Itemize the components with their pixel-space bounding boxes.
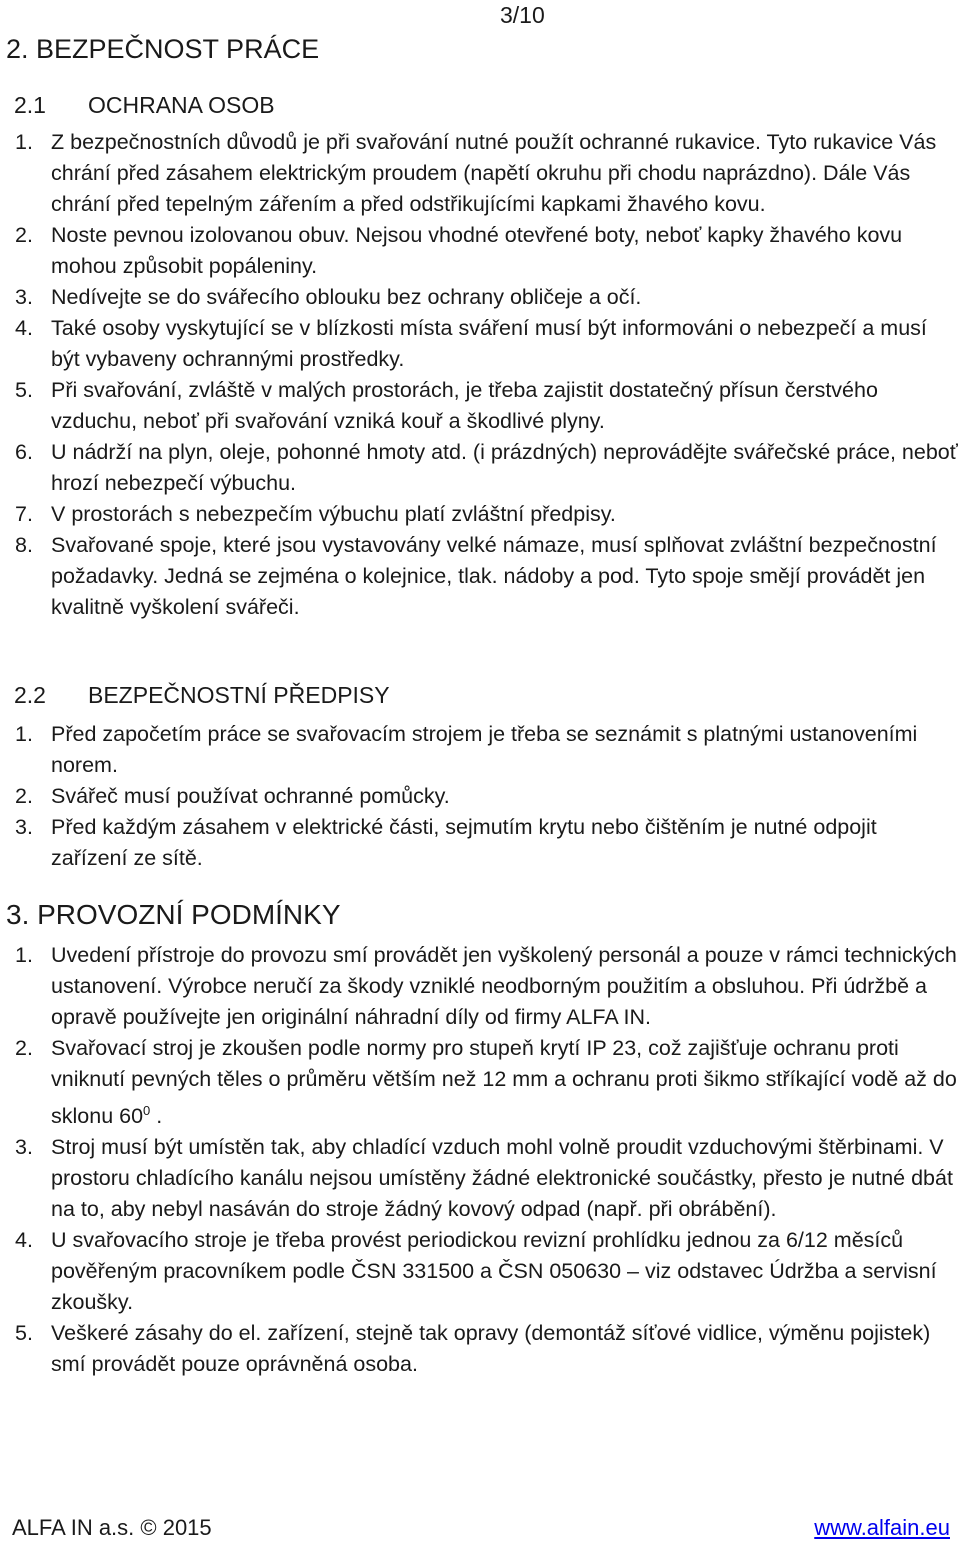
item-text-tail: . xyxy=(156,1104,163,1129)
item-text: Z bezpečnostních důvodů je při svařování nutné použít ochranné rukavice. Tyto rukavice Vás chrání před zásahem elektrickým proudem (napětí okruhu při chodu naprázdno). Dále Vás chrání před tepelným zářením a před odstřikujícími kapkami žhavého kovu. xyxy=(51,130,937,216)
subsection-2-2-heading xyxy=(14,680,390,710)
item-number: 4. xyxy=(15,316,33,340)
list-item xyxy=(0,1225,958,1318)
item-number: 5. xyxy=(15,378,33,402)
list-item xyxy=(0,719,958,781)
safety-rules-list xyxy=(0,719,958,874)
list-item xyxy=(0,127,958,220)
footer-website-link[interactable]: www.alfain.eu xyxy=(814,1515,950,1540)
item-number: 1. xyxy=(15,130,33,154)
subsection-number: 2.1 xyxy=(14,92,46,118)
list-item xyxy=(0,282,958,313)
item-number: 4. xyxy=(15,1228,33,1253)
list-item xyxy=(0,1132,958,1225)
item-number: 2. xyxy=(15,1036,33,1060)
item-text: V prostorách s nebezpečím výbuchu platí zvláštní předpisy. xyxy=(51,502,616,526)
item-text: U nádrží na plyn, oleje, pohonné hmoty atd. (i prázdných) neprovádějte svářečské práce, neboť hrozí nebezpečí výbuchu. xyxy=(51,440,958,495)
degree-superscript: 0 xyxy=(143,1103,151,1118)
item-number: 3. xyxy=(15,815,33,839)
subsection-title: BEZPEČNOSTNÍ PŘEDPISY xyxy=(88,682,390,708)
item-text: Uvedení přístroje do provozu smí provádět jen vyškolený personál a pouze v rámci technických ustanovení. Výrobce neručí za škody vzniklé neodborným použitím a obsluhou. Při údržbě a opravě používejte jen originální náhradní díly od firmy ALFA IN. xyxy=(51,943,957,1029)
list-item xyxy=(0,1033,958,1132)
item-text: Svařované spoje, které jsou vystavovány velké námaze, musí splňovat zvláštní bezpečnostní požadavky. Jedná se zejména o kolejnice, tlak. nádoby a pod. Tyto spoje smějí provádět jen kvalitně vyškolení svářeči. xyxy=(51,533,937,619)
list-item xyxy=(0,530,958,623)
subsection-title: OCHRANA OSOB xyxy=(88,92,275,118)
protection-list xyxy=(0,127,958,623)
item-text: U svařovacího stroje je třeba provést periodickou revizní prohlídku jednou za 6/12 měsíců pověřeným pracovníkem podle ČSN 331500 a ČSN 050630 – viz odstavec Údržba a servisní zkoušky. xyxy=(51,1228,937,1315)
item-number: 2. xyxy=(15,223,33,247)
subsection-number: 2.2 xyxy=(14,682,46,708)
list-item xyxy=(0,781,958,812)
list-item xyxy=(0,1318,958,1380)
list-item xyxy=(0,437,958,499)
item-number: 3. xyxy=(15,285,33,309)
page-number: 3/10 xyxy=(500,2,545,28)
item-text: Při svařování, zvláště v malých prostorách, je třeba zajistit dostatečný přísun čerstvého vzduchu, neboť při svařování vzniká kouř a škodlivé plyny. xyxy=(51,378,878,433)
section-3-heading: 3. PROVOZNÍ PODMÍNKY xyxy=(6,899,341,930)
section-2-heading: 2. BEZPEČNOST PRÁCE xyxy=(6,34,320,64)
item-text: Také osoby vyskytující se v blízkosti místa sváření musí být informováni o nebezpečí a musí být vybaveny ochrannými prostředky. xyxy=(51,316,927,371)
list-item xyxy=(0,940,958,1033)
subsection-2-1-heading xyxy=(14,90,275,120)
item-text: Nedívejte se do svářecího oblouku bez ochrany obličeje a očí. xyxy=(51,285,642,309)
item-number: 8. xyxy=(15,533,33,557)
item-text: Před každým zásahem v elektrické části, sejmutím krytu nebo čištěním je nutné odpojit zařízení ze sítě. xyxy=(51,815,877,870)
footer-copyright: ALFA IN a.s. © 2015 xyxy=(12,1515,212,1540)
operating-conditions-list xyxy=(0,940,958,1380)
list-item xyxy=(0,220,958,282)
item-text: Před započetím práce se svařovacím strojem je třeba se seznámit s platnými ustanoveními norem. xyxy=(51,722,918,777)
item-text: Veškeré zásahy do el. zařízení, stejně tak opravy (demontáž síťové vidlice, výměnu pojistek) smí provádět pouze oprávněná osoba. xyxy=(51,1321,931,1377)
item-number: 3. xyxy=(15,1135,33,1160)
item-number: 6. xyxy=(15,440,33,464)
item-text: Stroj musí být umístěn tak, aby chladící vzduch mohl volně proudit vzduchovými štěrbinami. V prostoru chladícího kanálu nejsou umístěny žádné elektronické součástky, přesto je nutné dbát na to, aby nebyl nasáván do stroje žádný kovový odpad (např. při obrábění). xyxy=(51,1135,953,1222)
item-text: Svářeč musí používat ochranné pomůcky. xyxy=(51,784,450,808)
list-item xyxy=(0,375,958,437)
item-number: 1. xyxy=(15,943,33,967)
item-number: 5. xyxy=(15,1321,33,1346)
item-text: Noste pevnou izolovanou obuv. Nejsou vhodné otevřené boty, neboť kapky žhavého kovu mohou způsobit popáleniny. xyxy=(51,223,903,278)
item-text: Svařovací stroj je zkoušen podle normy pro stupeň krytí IP 23, což zajišťuje ochranu proti vniknutí pevných těles o průměru větším než 12 mm a ochranu proti šikmo stříkající vodě až do sklonu 60 xyxy=(51,1036,957,1129)
list-item xyxy=(0,313,958,375)
item-number: 1. xyxy=(15,722,33,746)
item-number: 2. xyxy=(15,784,33,808)
list-item xyxy=(0,499,958,530)
list-item xyxy=(0,812,958,874)
item-number: 7. xyxy=(15,502,33,526)
